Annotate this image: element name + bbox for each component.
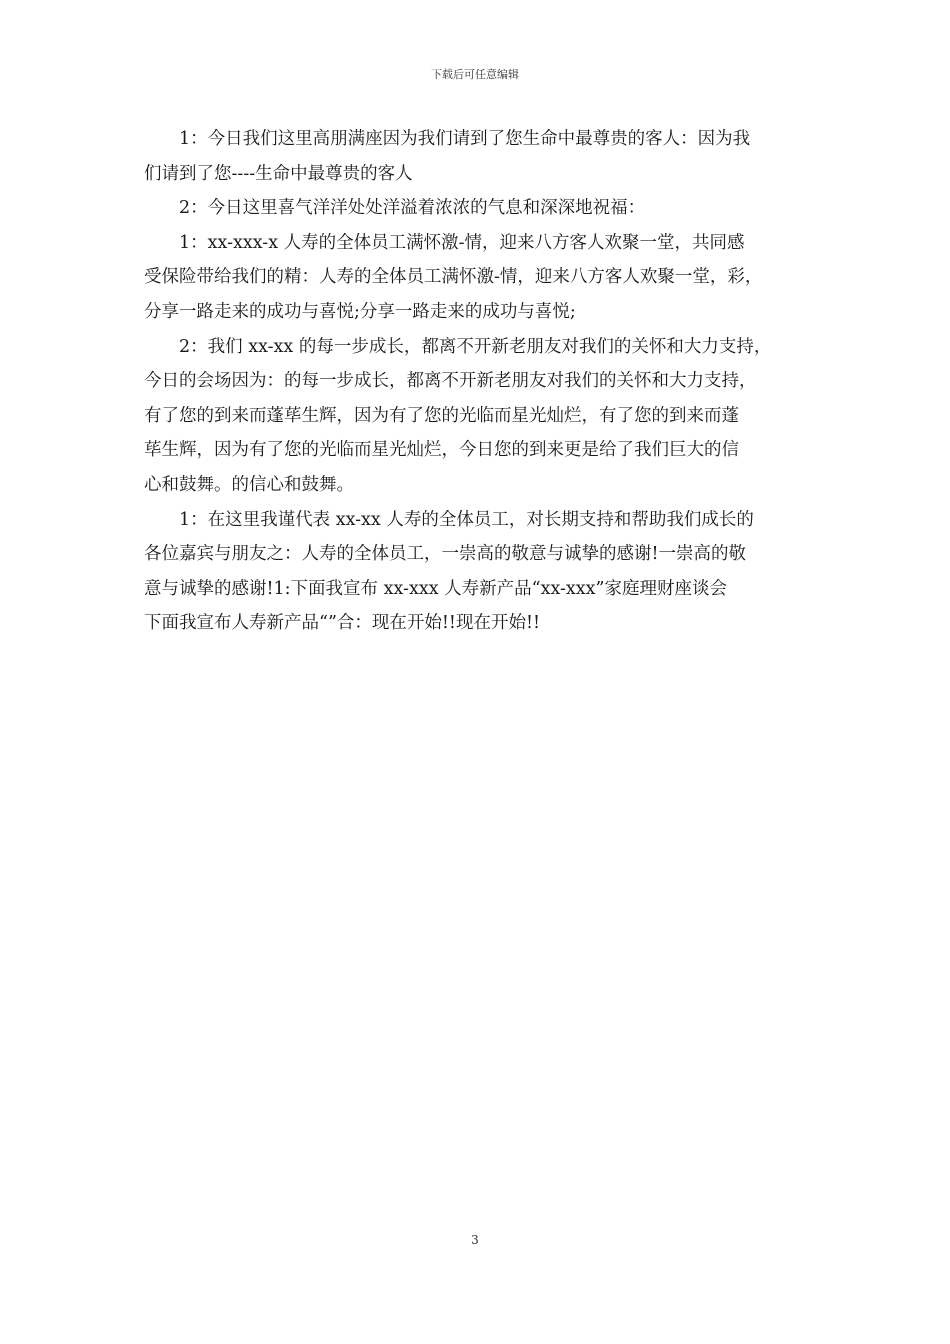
page-header: 下载后可任意编辑 <box>431 68 519 81</box>
paragraph-4: 2：我们 xx-xx 的每一步成长，都离不开新老朋友对我们的关怀和大力支持， 今日的会场因为：的每一步成长，都离不开新老朋友对我们的关怀和大力支持， 有了您的到来而蓬荜生辉，因为有了您的光临而星光灿烂，有了您的到来而蓬 荜生辉，因为有了您的光临而星光灿烂，今日您的到来更是给了我们巨大的信 心和鼓舞。的信心和鼓舞。 <box>144 336 772 495</box>
paragraph-5: 1：在这里我谨代表 xx-xx 人寿的全体员工，对长期支持和帮助我们成长的 各位嘉宾与朋友之：人寿的全体员工，一崇高的敬意与诚挚的感谢!一崇高的敬 意与诚挚的感谢!1:下面我宣布 xx-xxx 人寿新产品“xx-xxx”家庭理财座谈会 下面我宣布人寿新产品“”合：现在开始!!现在开始!! <box>144 509 754 634</box>
paragraph-2: 2：今日这里喜气洋洋处处洋溢着浓浓的气息和深深地祝福： <box>179 198 646 219</box>
document-body <box>144 122 808 641</box>
paragraph-3: 1：xx-xxx-x 人寿的全体员工满怀激-情，迎来八方客人欢聚一堂，共同感 受保险带给我们的精：人寿的全体员工满怀激-情，迎来八方客人欢聚一堂，彩， 分享一路走来的成功与喜悦;分享一路走来的成功与喜悦; <box>144 232 763 322</box>
page-number: 3 <box>471 1233 479 1247</box>
paragraph-1: 1：今日我们这里高朋满座因为我们请到了您生命中最尊贵的客人：因为我 们请到了您----生命中最尊贵的客人 <box>144 129 751 184</box>
